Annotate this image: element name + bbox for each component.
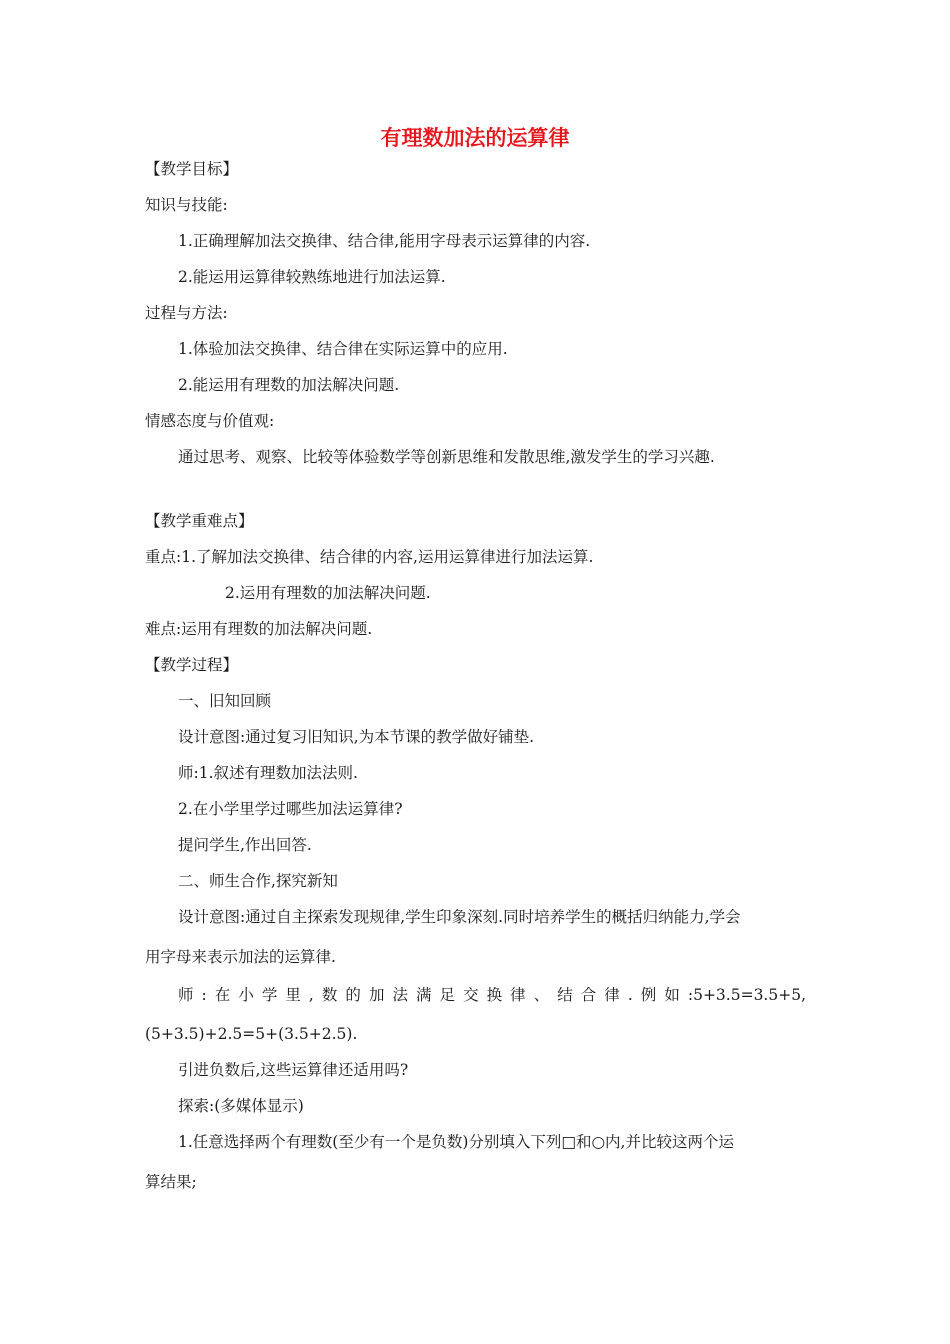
part2-teacher-line-2: (5+3.5)+2.5=5+(3.5+2.5). xyxy=(145,1025,358,1043)
part1-title: 一、旧知回顾 xyxy=(178,692,272,710)
key-points-heading: 【教学重难点】 xyxy=(145,512,254,530)
process-item-1: 1.体验加法交换律、结合律在实际运算中的应用. xyxy=(178,340,508,358)
part2-teacher-line-1: 师:在小学里,数的加法满足交换律、结合律.例如:5+3.5=3.5+5, xyxy=(178,986,806,1004)
part1-question-1: 师:1.叙述有理数加法法则. xyxy=(178,764,358,782)
part2-intent-line-1: 设计意图:通过自主探索发现规律,学生印象深刻.同时培养学生的概括归纳能力,学会 xyxy=(178,908,741,926)
emotion-label: 情感态度与价值观: xyxy=(145,412,275,430)
document-title: 有理数加法的运算律 xyxy=(380,126,570,150)
process-heading: 【教学过程】 xyxy=(145,656,239,674)
part1-intent: 设计意图:通过复习旧知识,为本节课的教学做好铺垫. xyxy=(178,728,535,746)
knowledge-label: 知识与技能: xyxy=(145,196,228,214)
process-label: 过程与方法: xyxy=(145,304,228,322)
part2-task-line-2: 算结果; xyxy=(145,1173,197,1191)
difficulty-line: 难点:运用有理数的加法解决问题. xyxy=(145,620,373,638)
part1-answer: 提问学生,作出回答. xyxy=(178,836,312,854)
part2-question: 引进负数后,这些运算律还适用吗? xyxy=(178,1061,409,1079)
process-item-2: 2.能运用有理数的加法解决问题. xyxy=(178,376,400,394)
part2-intent-line-2: 用字母来表示加法的运算律. xyxy=(145,948,336,966)
focus-line-1: 重点:1.了解加法交换律、结合律的内容,运用运算律进行加法运算. xyxy=(145,548,594,566)
knowledge-item-2: 2.能运用运算律较熟练地进行加法运算. xyxy=(178,268,446,286)
knowledge-item-1: 1.正确理解加法交换律、结合律,能用字母表示运算律的内容. xyxy=(178,232,591,250)
focus-line-2: 2.运用有理数的加法解决问题. xyxy=(225,584,431,602)
part2-task-line-1: 1.任意选择两个有理数(至少有一个是负数)分别填入下列□和○内,并比较这两个运 xyxy=(178,1133,734,1151)
part2-title: 二、师生合作,探究新知 xyxy=(178,872,338,890)
emotion-text: 通过思考、观察、比较等体验数学等创新思维和发散思维,激发学生的学习兴趣. xyxy=(178,448,715,466)
objectives-heading: 【教学目标】 xyxy=(145,160,239,178)
part1-question-2: 2.在小学里学过哪些加法运算律? xyxy=(178,800,403,818)
part2-explore: 探索:(多媒体显示) xyxy=(178,1097,304,1115)
